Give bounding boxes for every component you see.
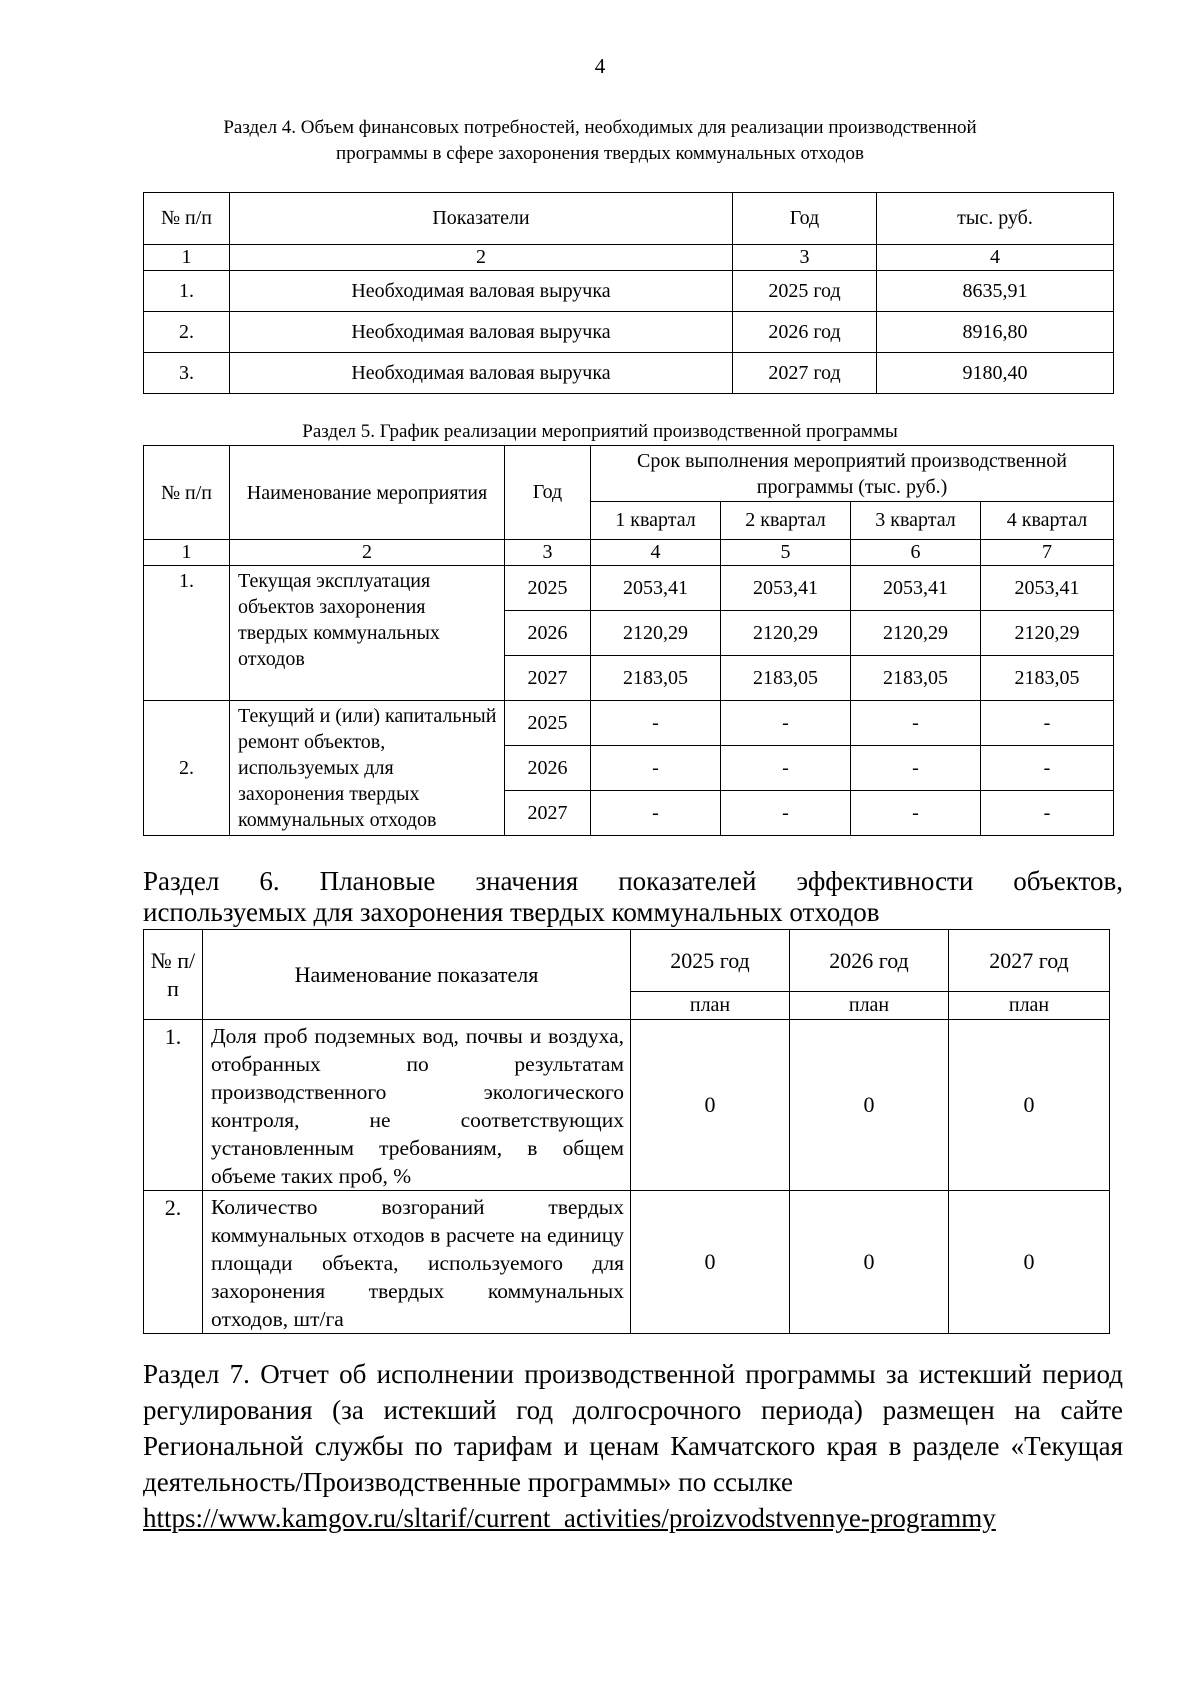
- section5-title: Раздел 5. График реализации мероприятий производственной программы: [302, 421, 898, 442]
- section7-paragraph: [143, 1356, 1123, 1536]
- col-number: 3: [733, 245, 877, 271]
- year-cell: 2026: [505, 611, 591, 656]
- col-number: 3: [505, 540, 591, 566]
- value-cell: 2120,29: [721, 611, 851, 656]
- value-cell: 2183,05: [981, 656, 1114, 701]
- row-number: 1.: [144, 1020, 203, 1191]
- value-cell: 0: [631, 1191, 790, 1334]
- value-cell: 9180,40: [877, 353, 1114, 394]
- plan-header: план: [790, 992, 949, 1020]
- value-cell: -: [851, 791, 981, 836]
- value-cell: 0: [631, 1020, 790, 1191]
- value-cell: -: [851, 746, 981, 791]
- col-number: 7: [981, 540, 1114, 566]
- header-year: Год: [505, 446, 591, 540]
- value-cell: 2183,05: [851, 656, 981, 701]
- indicator-name: Доля проб подземных вод, почвы и воздуха, отобранных по результатам производственного экологического контроля, не соответствующих установленным требованиям, в общем объеме таких проб, %: [203, 1020, 631, 1191]
- table-row: [144, 1020, 1110, 1191]
- section6-title-line1: Раздел 6. Плановые значения показателей эффективности объектов,: [143, 866, 1123, 896]
- table-row: [144, 566, 1114, 611]
- year-header: 2027 год: [949, 930, 1110, 992]
- header-num: № п/п: [144, 930, 203, 1020]
- value-cell: 2053,41: [591, 566, 721, 611]
- section6-table: [143, 929, 1110, 1334]
- row-number: 2.: [144, 701, 230, 836]
- section4-title-line2: программы в сфере захоронения твердых коммунальных отходов: [336, 143, 864, 164]
- year-header: 2025 год: [631, 930, 790, 992]
- section7-link[interactable]: https://www.kamgov.ru/sltarif/current_activities/proizvodstvennye-programmy: [143, 1503, 996, 1533]
- col-number: 1: [144, 540, 230, 566]
- header-cell: Год: [733, 193, 877, 245]
- header-cell: Показатели: [230, 193, 733, 245]
- col-number: 4: [877, 245, 1114, 271]
- value-cell: -: [591, 746, 721, 791]
- value-cell: 0: [790, 1191, 949, 1334]
- header-name: Наименование мероприятия: [230, 446, 505, 540]
- year-cell: 2027: [505, 656, 591, 701]
- section7-text: Раздел 7. Отчет об исполнении производственной программы за истекший период регулирования (за истекший год долгосрочного периода) размещен на сайте Региональной службы по тарифам и ценам Камчатского края в разделе «Текущая деятельность/Производственные программы» по ссылке: [143, 1359, 1123, 1497]
- col-number: 2: [230, 245, 733, 271]
- activity-name: Текущий и (или) капитальный ремонт объектов, используемых для захоронения твердых коммунальных отходов: [230, 701, 505, 836]
- value-cell: -: [721, 791, 851, 836]
- section4-table: [143, 192, 1114, 394]
- value-cell: 2120,29: [981, 611, 1114, 656]
- section6-title-line2: используемых для захоронения твердых коммунальных отходов: [143, 897, 880, 927]
- value-cell: -: [981, 791, 1114, 836]
- value-cell: -: [721, 701, 851, 746]
- col-number: 5: [721, 540, 851, 566]
- table-row: [144, 271, 1114, 312]
- value-cell: 8635,91: [877, 271, 1114, 312]
- indicator-cell: Необходимая валовая выручка: [230, 353, 733, 394]
- table-row: [144, 353, 1114, 394]
- value-cell: 2053,41: [851, 566, 981, 611]
- value-cell: 0: [949, 1020, 1110, 1191]
- quarter-header: 3 квартал: [851, 502, 981, 540]
- year-cell: 2026: [505, 746, 591, 791]
- col-number: 1: [144, 245, 230, 271]
- value-cell: 2183,05: [721, 656, 851, 701]
- table-row: [144, 312, 1114, 353]
- section5-table: [143, 445, 1114, 836]
- activity-name: Текущая эксплуатация объектов захоронения твердых коммунальных отходов: [230, 566, 505, 701]
- quarter-header: 4 квартал: [981, 502, 1114, 540]
- value-cell: 2120,29: [591, 611, 721, 656]
- row-number: 1.: [144, 566, 230, 701]
- section4-title-line1: Раздел 4. Объем финансовых потребностей, необходимых для реализации производственной: [223, 117, 977, 138]
- year-cell: 2025: [505, 701, 591, 746]
- value-cell: 8916,80: [877, 312, 1114, 353]
- row-number: 2.: [144, 1191, 203, 1334]
- row-number: 3.: [144, 353, 230, 394]
- year-cell: 2027: [505, 791, 591, 836]
- quarter-header: 2 квартал: [721, 502, 851, 540]
- year-cell: 2025 год: [733, 271, 877, 312]
- year-cell: 2027 год: [733, 353, 877, 394]
- value-cell: -: [591, 791, 721, 836]
- value-cell: -: [981, 746, 1114, 791]
- value-cell: 2120,29: [851, 611, 981, 656]
- header-cell: тыс. руб.: [877, 193, 1114, 245]
- value-cell: 2053,41: [981, 566, 1114, 611]
- value-cell: 2183,05: [591, 656, 721, 701]
- year-header: 2026 год: [790, 930, 949, 992]
- value-cell: -: [981, 701, 1114, 746]
- table-row: [144, 701, 1114, 746]
- header-num: № п/п: [144, 446, 230, 540]
- section4-title: [0, 115, 1200, 167]
- header-name: Наименование показателя: [203, 930, 631, 1020]
- row-number: 1.: [144, 271, 230, 312]
- plan-header: план: [949, 992, 1110, 1020]
- indicator-cell: Необходимая валовая выручка: [230, 312, 733, 353]
- value-cell: -: [721, 746, 851, 791]
- row-number: 2.: [144, 312, 230, 353]
- value-cell: 0: [949, 1191, 1110, 1334]
- indicator-cell: Необходимая валовая выручка: [230, 271, 733, 312]
- plan-header: план: [631, 992, 790, 1020]
- year-cell: 2026 год: [733, 312, 877, 353]
- header-period: Срок выполнения мероприятий производственной программы (тыс. руб.): [591, 446, 1114, 502]
- indicator-name: Количество возгораний твердых коммунальных отходов в расчете на единицу площади объекта, используемого для захоронения твердых коммунальных отходов, шт/га: [203, 1191, 631, 1334]
- col-number: 2: [230, 540, 505, 566]
- year-cell: 2025: [505, 566, 591, 611]
- col-number: 4: [591, 540, 721, 566]
- value-cell: -: [591, 701, 721, 746]
- table-row: [144, 1191, 1110, 1334]
- page-number: 4: [594, 54, 606, 78]
- value-cell: 2053,41: [721, 566, 851, 611]
- col-number: 6: [851, 540, 981, 566]
- value-cell: 0: [790, 1020, 949, 1191]
- header-cell: № п/п: [144, 193, 230, 245]
- quarter-header: 1 квартал: [591, 502, 721, 540]
- value-cell: -: [851, 701, 981, 746]
